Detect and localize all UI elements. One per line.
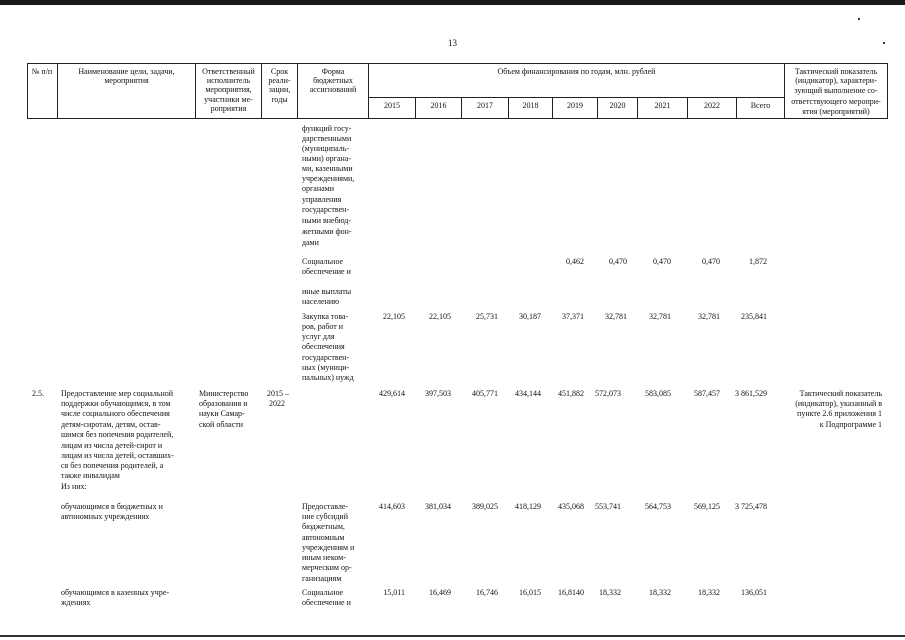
value-2015: 22,105 (383, 312, 405, 321)
header-num: № п/п (31, 67, 53, 76)
value-2016: 397,503 (425, 389, 451, 398)
year-2020: 2020 (609, 101, 626, 110)
page-number: 13 (448, 38, 457, 48)
value-2016: 22,105 (429, 312, 451, 321)
value-2015: 429,614 (379, 389, 405, 398)
value-total: 3 725,478 (735, 502, 767, 511)
row-number: 2.5. (32, 389, 44, 398)
value-total: 235,841 (741, 312, 767, 321)
value-2016: 381,034 (425, 502, 451, 511)
value-2022: 32,781 (698, 312, 720, 321)
year-2021: 2021 (654, 101, 671, 110)
value-2021: 564,753 (645, 502, 671, 511)
value-2019: 16,8140 (558, 588, 584, 597)
value-2015: 15,011 (383, 588, 405, 597)
value-2019: 37,371 (562, 312, 584, 321)
value-2018: 30,187 (519, 312, 541, 321)
year-2017: 2017 (477, 101, 493, 110)
value-2022: 18,332 (698, 588, 720, 597)
value-2020: 553,741 (595, 502, 621, 511)
value-2020: 18,332 (599, 588, 621, 597)
value-2016: 16,469 (429, 588, 451, 597)
header-funding-title: Объем финансирования по годам, млн. рублей (497, 67, 656, 76)
value-2015: 414,603 (379, 502, 405, 511)
year-2016: 2016 (430, 101, 447, 110)
value-2020: 0,470 (609, 257, 627, 266)
value-total: 3 861,529 (735, 389, 767, 398)
year-total: Всего (750, 101, 771, 110)
value-2017: 405,771 (472, 389, 498, 398)
value-2021: 0,470 (653, 257, 671, 266)
scan-speck (858, 18, 860, 20)
value-2019: 0,462 (566, 257, 584, 266)
year-2018: 2018 (522, 101, 539, 110)
value-2018: 16,015 (519, 588, 541, 597)
value-2018: 434,144 (515, 389, 541, 398)
value-2017: 25,731 (476, 312, 498, 321)
value-2020: 572,073 (595, 389, 621, 398)
year-2015: 2015 (384, 101, 400, 110)
value-2021: 32,781 (649, 312, 671, 321)
value-2021: 583,085 (645, 389, 671, 398)
bottom-border (0, 635, 905, 637)
value-2022: 569,125 (694, 502, 720, 511)
value-total: 1,872 (749, 257, 767, 266)
value-2019: 435,068 (558, 502, 584, 511)
year-2019: 2019 (567, 101, 583, 110)
value-2019: 451,882 (558, 389, 584, 398)
top-border (0, 0, 905, 5)
value-2017: 389,025 (472, 502, 498, 511)
value-total: 136,051 (741, 588, 767, 597)
value-2022: 587,457 (694, 389, 720, 398)
year-2022: 2022 (704, 101, 720, 110)
value-2018: 418,129 (515, 502, 541, 511)
value-2022: 0,470 (702, 257, 720, 266)
value-2017: 16,746 (476, 588, 498, 597)
value-2020: 32,781 (605, 312, 627, 321)
value-2021: 18,332 (649, 588, 671, 597)
